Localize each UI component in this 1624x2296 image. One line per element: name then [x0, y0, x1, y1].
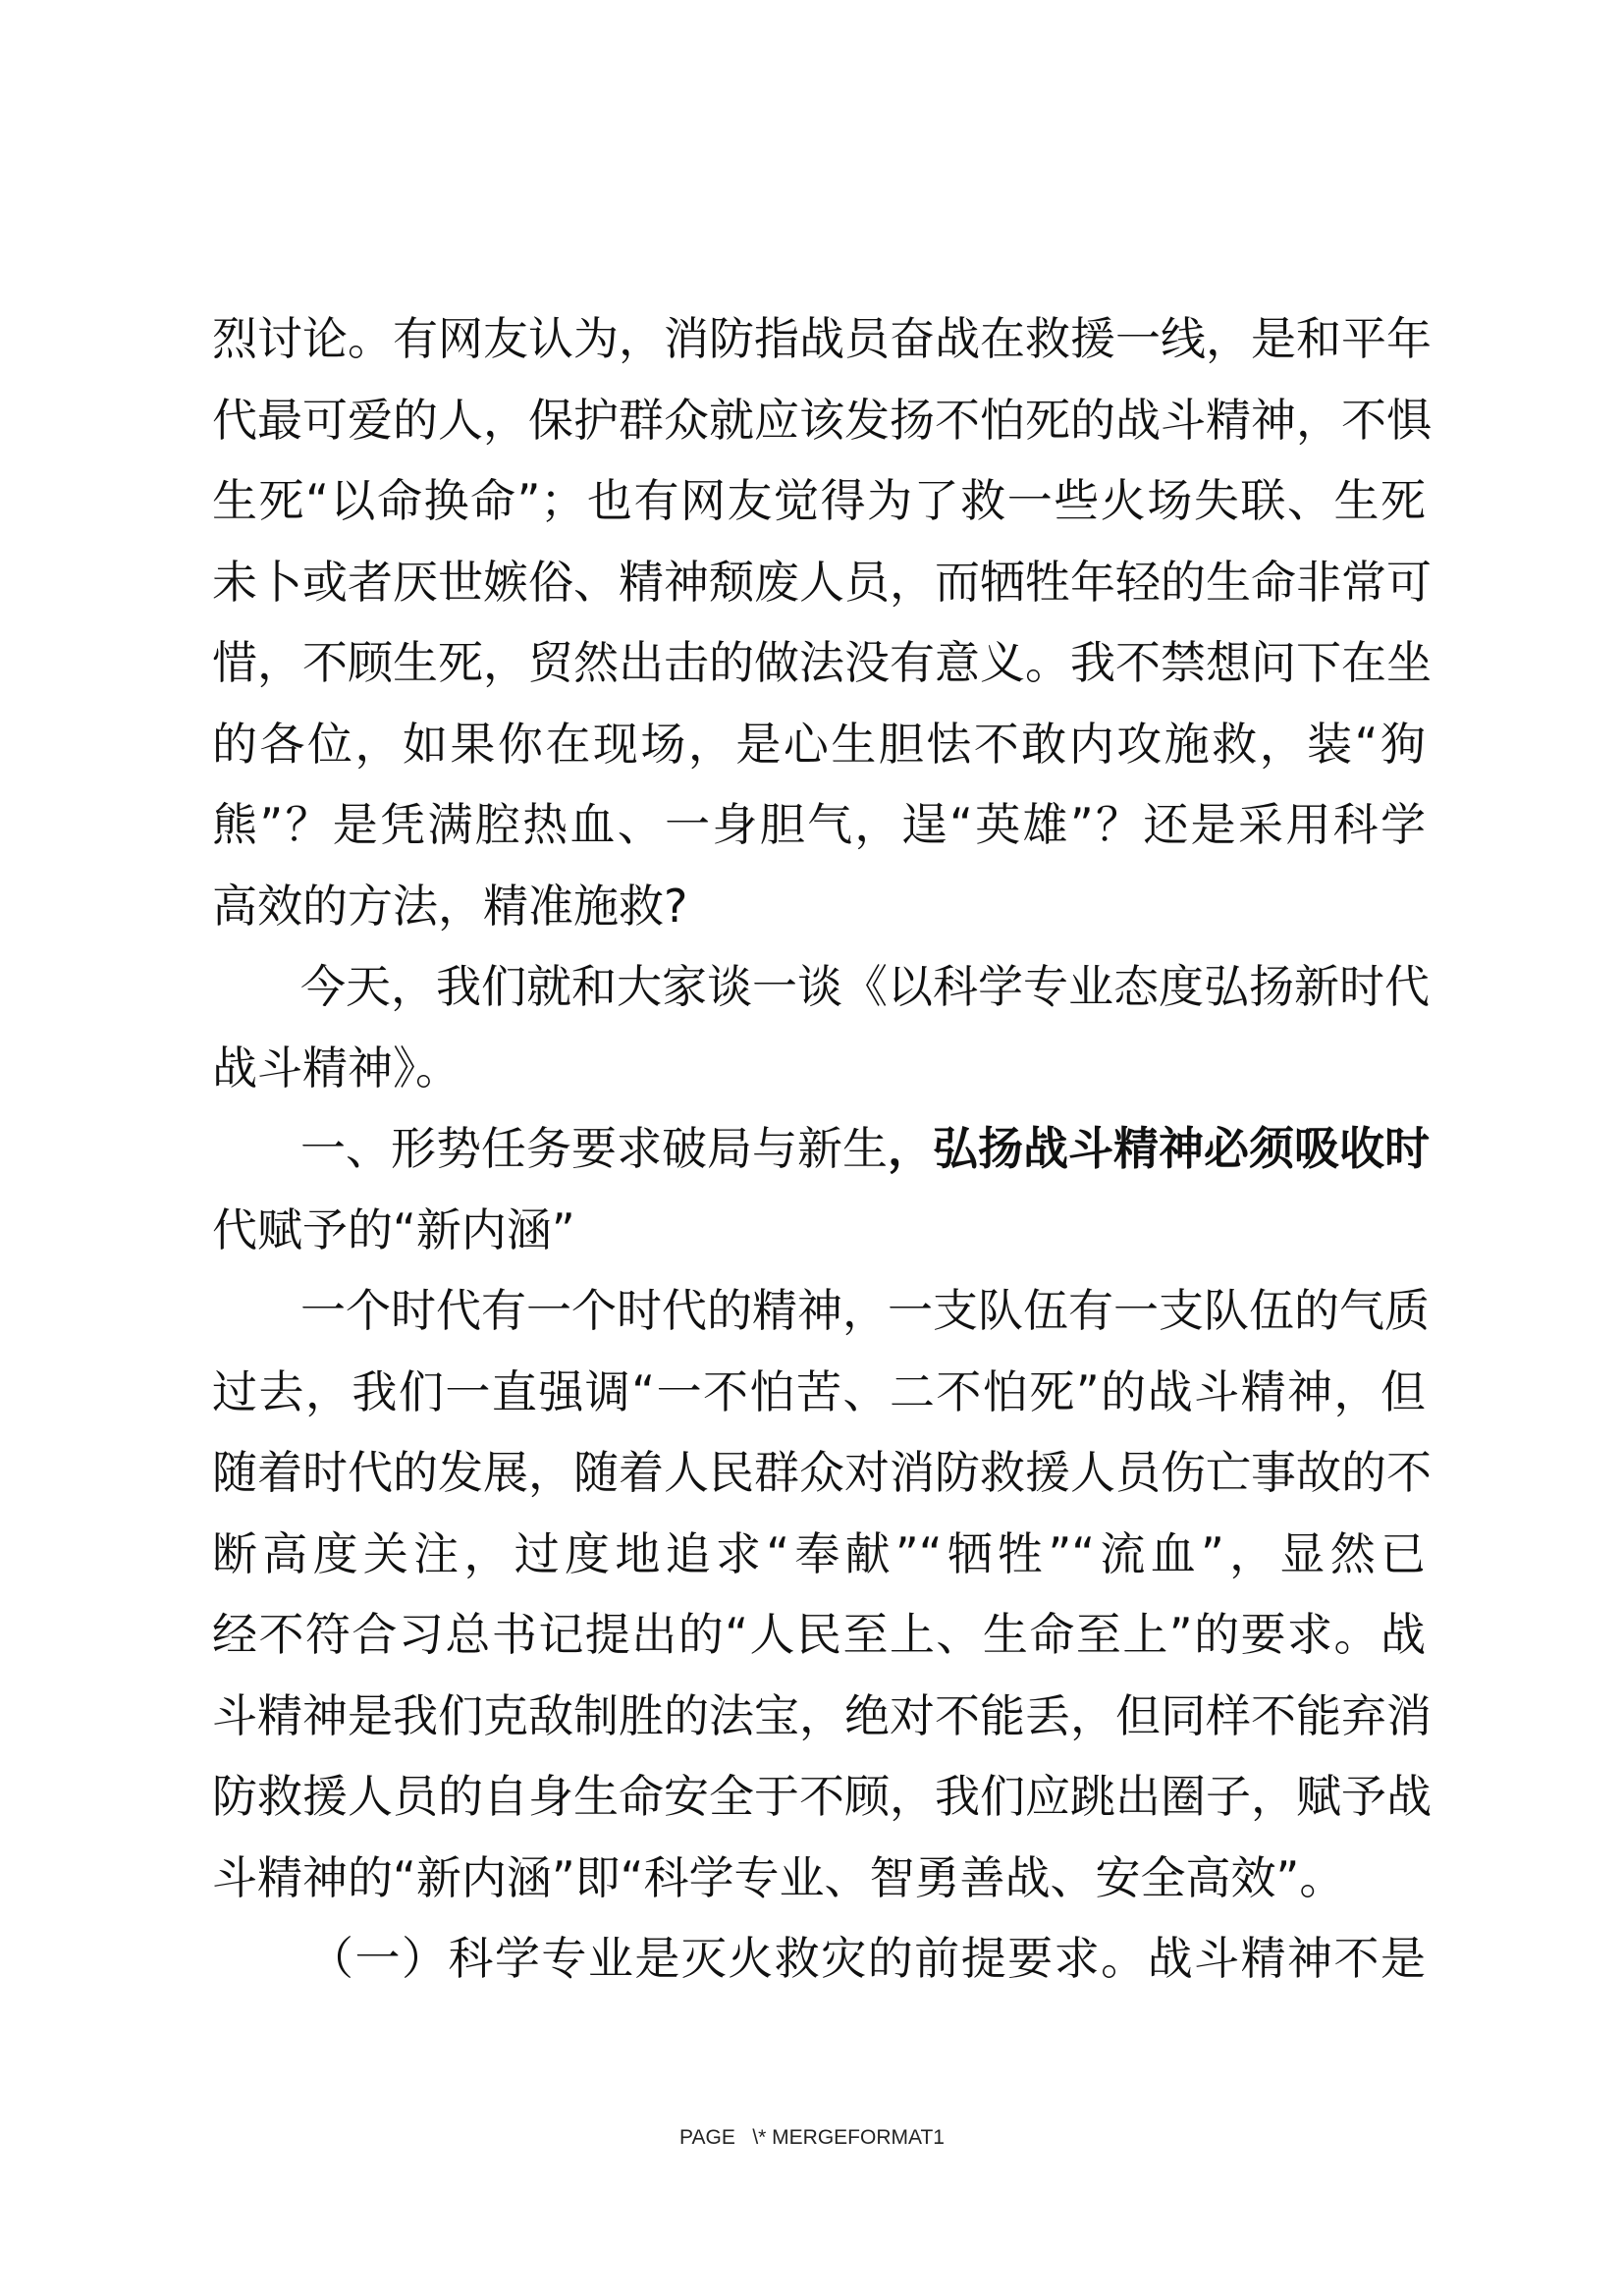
text-line: 生死“以命换命”；也有网友觉得为了救一些火场失联、生死 — [212, 474, 1426, 527]
text-line: 一个时代有一个时代的精神，一支队伍有一支队伍的气质 — [300, 1284, 1430, 1337]
text-line: 未卜或者厌世嫉俗、精神颓废人员，而牺牲年轻的生命非常可 — [212, 555, 1432, 609]
page-footer-field: PAGE \* MERGEFORMAT1 — [679, 2126, 945, 2149]
heading-line — [212, 1108, 1430, 1190]
section-heading-1 — [212, 1108, 1430, 1270]
document-body — [212, 298, 1432, 2000]
text-line: 斗精神是我们克敌制胜的法宝，绝对不能丢，但同样不能弃消 — [212, 1688, 1432, 1742]
text-line: 惜，不顾生死，贸然出击的做法没有意义。我不禁想问下在坐 — [212, 636, 1432, 689]
heading-text-part: 一、形势任务要求破局与新生 — [300, 1122, 888, 1175]
text-line: 经不符合习总书记提出的“人民至上、生命至上”的要求。战 — [212, 1608, 1426, 1661]
text-line: 防救援人员的自身生命安全于不顾，我们应跳出圈子，赋予战 — [212, 1770, 1432, 1823]
subsection-heading-1 — [212, 1918, 1426, 2000]
paragraph-intro-continuation — [212, 298, 1432, 946]
text-line: 的各位，如果你在现场，是心生胆怯不敢内攻施救，装“狗 — [212, 717, 1426, 771]
text-line: 斗精神的“新内涵”即“科学专业、智勇善战、安全高效”。 — [212, 1850, 1345, 1904]
text-line: 断高度关注，过度地追求“奉献”“牺牲”“流血”，显然已 — [212, 1526, 1426, 1580]
text-line: 过去，我们一直强调“一不怕苦、二不怕死”的战斗精神，但 — [212, 1364, 1426, 1418]
text-line: 今天，我们就和大家谈一谈《以科学专业态度弘扬新时代 — [300, 960, 1430, 1013]
heading-line: 代赋予的“新内涵” — [212, 1202, 575, 1256]
paragraph-topic-introduction — [212, 946, 1430, 1108]
text-line: 代最可爱的人，保护群众就应该发扬不怕死的战斗精神，不惧 — [212, 393, 1432, 447]
text-line: 战斗精神》。 — [212, 1041, 460, 1095]
text-line: 熊”？是凭满腔热血、一身胆气，逞“英雄”？还是采用科学 — [212, 798, 1426, 851]
text-line: 烈讨论。有网友认为，消防指战员奋战在救援一线，是和平年 — [212, 312, 1432, 365]
heading-text-part-bold: ，弘扬战斗精神必须吸收时 — [888, 1122, 1430, 1175]
text-line: 高效的方法，精准施救? — [212, 879, 688, 933]
text-line: 随着时代的发展，随着人民群众对消防救援人员伤亡事故的不 — [212, 1446, 1432, 1499]
paragraph-new-era-spirit — [212, 1270, 1432, 1918]
heading-line: （一）科学专业是灭火救灾的前提要求。战斗精神不是 — [308, 1932, 1426, 1985]
